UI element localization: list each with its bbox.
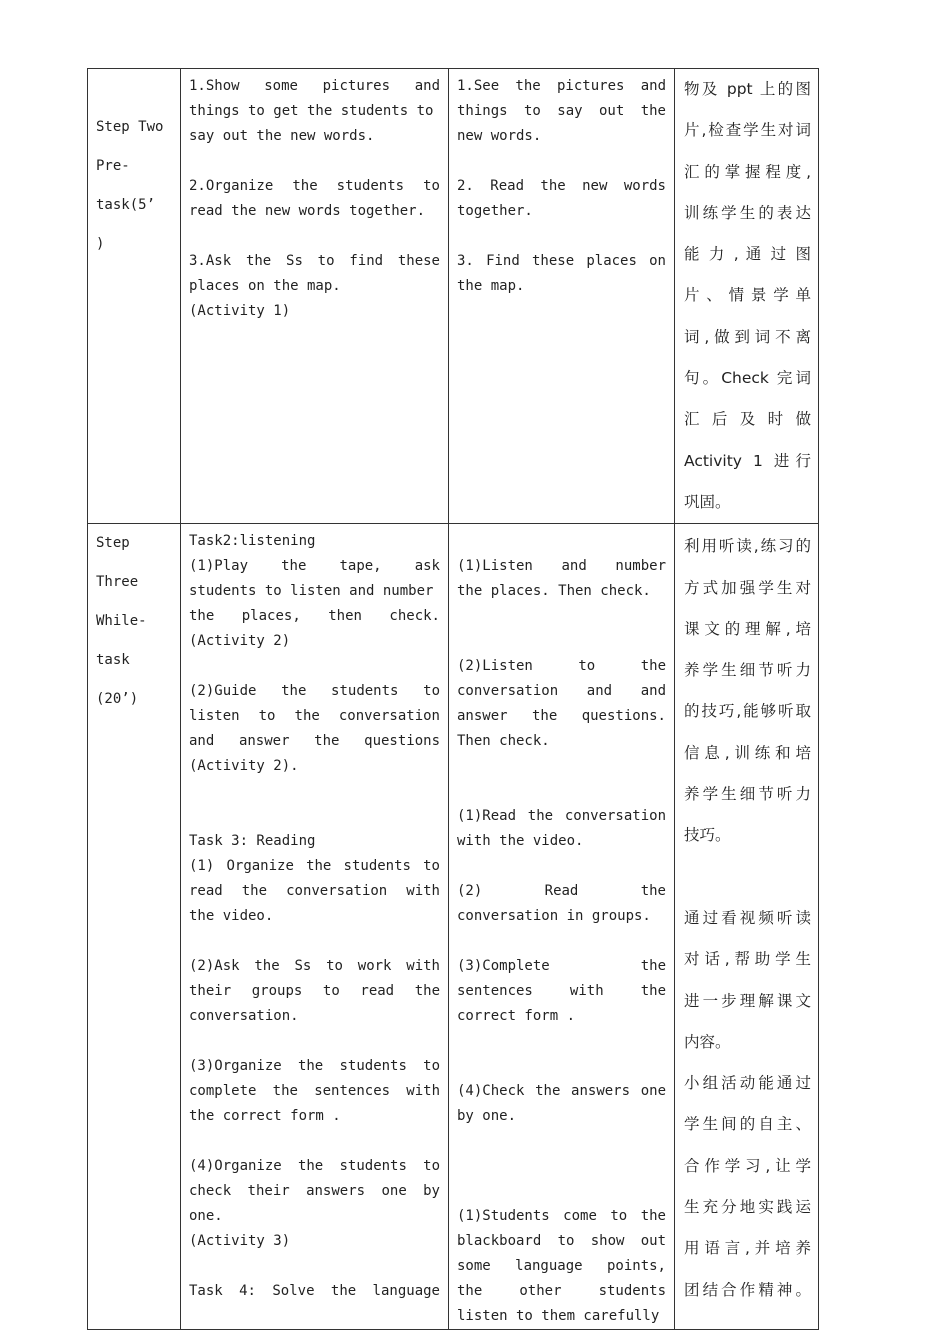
purpose-line: 训练学生的表达 — [684, 203, 811, 222]
teacher-line: (Activity 1) — [189, 303, 291, 319]
purpose-line: 句。Check 完词 — [684, 369, 811, 388]
step-line: (20’) — [96, 691, 139, 708]
teacher-line: their groups to read the — [189, 983, 440, 1000]
purpose-line: 能 力 , 通 过 图 — [684, 245, 811, 264]
student-line: conversation in groups. — [457, 908, 651, 925]
student-line — [457, 149, 666, 174]
purpose-line: 巩固。 — [684, 492, 731, 511]
student-activity-cell — [449, 69, 675, 524]
student-line: the places. Then check. — [457, 583, 651, 600]
teacher-line: things to get the students to — [189, 103, 434, 119]
student-line — [457, 224, 666, 249]
student-line: blackboard to show out — [457, 1233, 666, 1250]
teacher-activity-cell — [181, 69, 449, 524]
student-line — [457, 1029, 666, 1054]
teacher-line: students to listen and number — [189, 583, 434, 600]
teacher-line: (4)Organize the students to — [189, 1158, 440, 1175]
student-line — [457, 1054, 666, 1079]
student-line: conversation and and — [457, 683, 666, 700]
teacher-line: complete the sentences with — [189, 1083, 440, 1100]
purpose-line: 学生间的自主、 — [684, 1115, 811, 1134]
teacher-line: Task 3: Reading — [189, 833, 316, 850]
purpose-line: 用语言,并培养 — [684, 1239, 811, 1258]
purpose-line: 课文的理解,培 — [684, 619, 811, 638]
teacher-line: (Activity 3) — [189, 1233, 291, 1250]
student-line — [457, 929, 666, 954]
teacher-line: (2)Guide the students to — [189, 683, 440, 700]
student-line: together. — [457, 203, 533, 219]
purpose-line: 团结合作精神。 — [684, 1280, 811, 1299]
step-line: While- — [96, 613, 147, 630]
step-line: task — [96, 652, 130, 669]
step-cell — [88, 69, 181, 524]
teacher-line: (2)Ask the Ss to work with — [189, 958, 440, 975]
student-line: sentences with the — [457, 983, 666, 1000]
purpose-line: 技巧。 — [684, 826, 731, 845]
student-line: (4)Check the answers one — [457, 1083, 666, 1100]
student-line: the other students — [457, 1283, 666, 1300]
student-line: by one. — [457, 1108, 517, 1125]
student-activity-cell — [449, 524, 675, 1330]
student-line: things to say out the — [457, 103, 666, 119]
teacher-line — [189, 779, 440, 804]
teacher-line: 2.Organize the students to — [189, 178, 440, 194]
design-purpose-text — [675, 69, 818, 523]
step-line: Step — [96, 535, 130, 552]
teacher-line — [189, 1129, 440, 1154]
student-line: 2. Read the new words — [457, 178, 666, 194]
student-activity-text — [449, 69, 674, 299]
teacher-line: say out the new words. — [189, 128, 375, 144]
teacher-line — [189, 804, 440, 829]
student-line: the map. — [457, 278, 525, 294]
purpose-line — [684, 857, 811, 898]
student-line: (1)Students come to the — [457, 1208, 666, 1225]
teacher-line — [189, 654, 440, 679]
teacher-line — [189, 149, 440, 174]
teacher-line: the video. — [189, 908, 274, 925]
purpose-line: 合作学习,让学 — [684, 1156, 811, 1175]
purpose-line: 对话,帮助学生 — [684, 950, 811, 969]
student-line — [457, 779, 666, 804]
student-line: (3)Complete the — [457, 958, 666, 975]
purpose-line: 物及 ppt 上的图 — [684, 80, 811, 98]
purpose-line: 养学生细节听力 — [684, 785, 811, 804]
teacher-line: Task2:listening — [189, 533, 316, 550]
purpose-line: 生充分地实践运 — [684, 1198, 811, 1217]
purpose-line: 信息,训练和培 — [684, 743, 811, 762]
student-activity-text — [449, 524, 674, 1329]
purpose-line: 方式加强学生对 — [684, 578, 811, 597]
teacher-line: 1.Show some pictures and — [189, 78, 440, 94]
purpose-line: 的技巧,能够听取 — [684, 702, 811, 721]
purpose-line: 词,做到词不离 — [684, 327, 811, 346]
teacher-line: check their answers one by — [189, 1183, 440, 1200]
teacher-line — [189, 224, 440, 249]
teacher-line: (1)Play the tape, ask — [189, 558, 440, 575]
design-purpose-text — [675, 524, 818, 1311]
student-line — [457, 604, 666, 629]
teacher-activity-cell — [181, 524, 449, 1330]
purpose-line: 片 、 情 景 学 单 — [684, 286, 811, 305]
purpose-line: 利用听读,练习的 — [684, 537, 811, 556]
teacher-line: places on the map. — [189, 278, 341, 294]
teacher-line — [189, 1254, 440, 1279]
student-line: 3. Find these places on — [457, 253, 666, 269]
teacher-line: read the new words together. — [189, 203, 426, 219]
student-line — [457, 629, 666, 654]
teacher-line: conversation. — [189, 1008, 299, 1025]
teacher-line: 3.Ask the Ss to find these — [189, 253, 440, 269]
teacher-line: (Activity 2). — [189, 758, 299, 775]
step-cell — [88, 524, 181, 1330]
student-line: listen to them carefully — [457, 1308, 660, 1325]
purpose-line: 小组活动能通过 — [684, 1074, 811, 1093]
teacher-line: the places, then check. — [189, 608, 440, 625]
student-line — [457, 1154, 666, 1179]
student-line: (1)Listen and number — [457, 558, 666, 575]
teacher-line — [189, 1029, 440, 1054]
student-line — [457, 854, 666, 879]
purpose-line: 片,检查学生对词 — [684, 121, 811, 140]
purpose-line: 内容。 — [684, 1032, 731, 1051]
teacher-line: Task 4: Solve the language — [189, 1283, 440, 1300]
step-line: task(5’ — [96, 197, 156, 213]
student-line — [457, 529, 666, 554]
student-line: some language points, — [457, 1258, 666, 1275]
teacher-line — [189, 929, 440, 954]
teacher-line: and answer the questions — [189, 733, 440, 750]
step-line — [96, 69, 172, 108]
purpose-line: 汇 后 及 时 做 — [684, 410, 811, 429]
student-line: with the video. — [457, 833, 584, 850]
step-line: ) — [96, 236, 105, 252]
teacher-line: (Activity 2) — [189, 633, 291, 650]
step-label — [88, 524, 180, 719]
teacher-line: one. — [189, 1208, 223, 1225]
table-row — [88, 69, 819, 524]
student-line: (2)Listen to the — [457, 658, 666, 675]
table-row — [88, 524, 819, 1330]
student-line: 1.See the pictures and — [457, 78, 666, 94]
student-line: new words. — [457, 128, 542, 144]
student-line: Then check. — [457, 733, 550, 750]
step-line: Step Two — [96, 119, 164, 135]
teacher-line: read the conversation with — [189, 883, 440, 900]
design-purpose-cell — [675, 524, 819, 1330]
design-purpose-cell — [675, 69, 819, 524]
student-line: correct form . — [457, 1008, 576, 1025]
student-line — [457, 754, 666, 779]
step-label — [88, 69, 180, 264]
purpose-line: Activity 1 进行 — [684, 451, 811, 470]
student-line — [457, 1179, 666, 1204]
step-line: Three — [96, 574, 139, 591]
lesson-plan-table — [87, 68, 819, 1330]
teacher-activity-text — [181, 524, 448, 1304]
purpose-line: 汇的掌握程度, — [684, 162, 811, 181]
purpose-line: 进一步理解课文 — [684, 991, 811, 1010]
step-line: Pre- — [96, 158, 130, 174]
teacher-line: (3)Organize the students to — [189, 1058, 440, 1075]
student-line — [457, 1129, 666, 1154]
student-line: (2) Read the — [457, 883, 666, 900]
student-line: (1)Read the conversation — [457, 808, 666, 825]
purpose-line: 养学生细节听力 — [684, 661, 811, 680]
teacher-line: listen to the conversation — [189, 708, 440, 725]
teacher-line: (1) Organize the students to — [189, 858, 440, 875]
teacher-line: the correct form . — [189, 1108, 341, 1125]
teacher-activity-text — [181, 69, 448, 324]
student-line: answer the questions. — [457, 708, 666, 725]
purpose-line: 通过看视频听读 — [684, 908, 811, 927]
